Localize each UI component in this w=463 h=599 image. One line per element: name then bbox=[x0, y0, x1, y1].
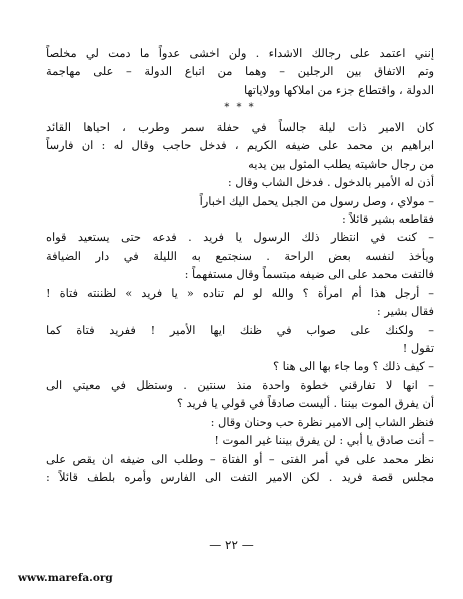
text-line: – مولاي ، وصل رسول من الجبل يحمل اليك اخباراً bbox=[199, 193, 434, 208]
text-line: نظر محمد على في أمر الفتى – أو الفتاة – وطلب الى ضيفه ان يقص على bbox=[46, 451, 434, 466]
section-separator: * * * bbox=[224, 102, 256, 114]
text-line: فنظر الشاب إلى الامير نظرة حب وحنان وقال : bbox=[210, 414, 434, 429]
text-line: ابراهيم بن محمد على ضيفه الكريم ، فدخل حاجب وقال له : ان فارساً bbox=[46, 138, 434, 153]
text-line: – كنت في انتظار ذلك الرسول يا فريد . فدعه حتى يستعيد قواه bbox=[46, 230, 434, 245]
text-line: – أنت صادق يا أبي : لن يفرق بيننا غير الموت ! bbox=[214, 433, 434, 448]
text-line: فقاطعه بشير قائلاً : bbox=[342, 211, 434, 226]
text-line: فقال بشير : bbox=[376, 304, 434, 319]
text-line: تقول ! bbox=[402, 341, 434, 355]
text-line: – أرجل هذا أم امرأة ؟ والله لو لم تناده « يا فريد » لظننته فتاة ! bbox=[46, 285, 434, 300]
text-line: كان الامير ذات ليلة جالساً في حفلة سمر وطرب ، احياها القائد bbox=[46, 119, 434, 134]
text-line: فالتفت محمد على الى ضيفه مبتسماً وقال مستفهماً : bbox=[184, 267, 434, 282]
text-line: ويأخذ لنفسه بعض الراحة . سنجتمع به الليلة في دار الضيافة bbox=[46, 248, 434, 263]
text-line: إنني اعتمد على رجالك الاشداء . ولن اخشى عدواً ما دمت لي مخلصاً bbox=[46, 46, 434, 60]
body-text bbox=[46, 44, 434, 487]
text-line: مجلس قصة فريد . لكن الامير التفت الى الفارس وأمره بلطف قائلاً : bbox=[46, 470, 434, 485]
site-url: www.marefa.org bbox=[18, 572, 113, 584]
text-line: الدولة ، واقتطاع جزء من املاكها وولاياتها bbox=[244, 82, 434, 97]
page-number: — ٢٢ — bbox=[209, 538, 254, 552]
text-line: – ولكنك على صواب في ظنك ايها الأمير ! ففريد فتاة كما bbox=[46, 322, 434, 337]
text-line: من رجال حاشيته يطلب المثول بين يديه bbox=[248, 156, 434, 171]
text-line: وتم الاتفاق بين الرجلين – وهما من اتباع الدولة – على مهاجمة bbox=[46, 64, 434, 79]
text-line: أذن له الأمير بالدخول . فدخل الشاب وقال : bbox=[227, 175, 434, 190]
text-line: أن يفرق الموت بيننا . أليست صادقاً في قولي يا فريد ؟ bbox=[176, 396, 434, 411]
text-line: – كيف ذلك ؟ وما جاء بها الى هنا ؟ bbox=[272, 359, 434, 374]
text-line: – انها لا تفارقني خطوة واحدة منذ سنتين . وستظل في معيتي الى bbox=[46, 377, 434, 392]
